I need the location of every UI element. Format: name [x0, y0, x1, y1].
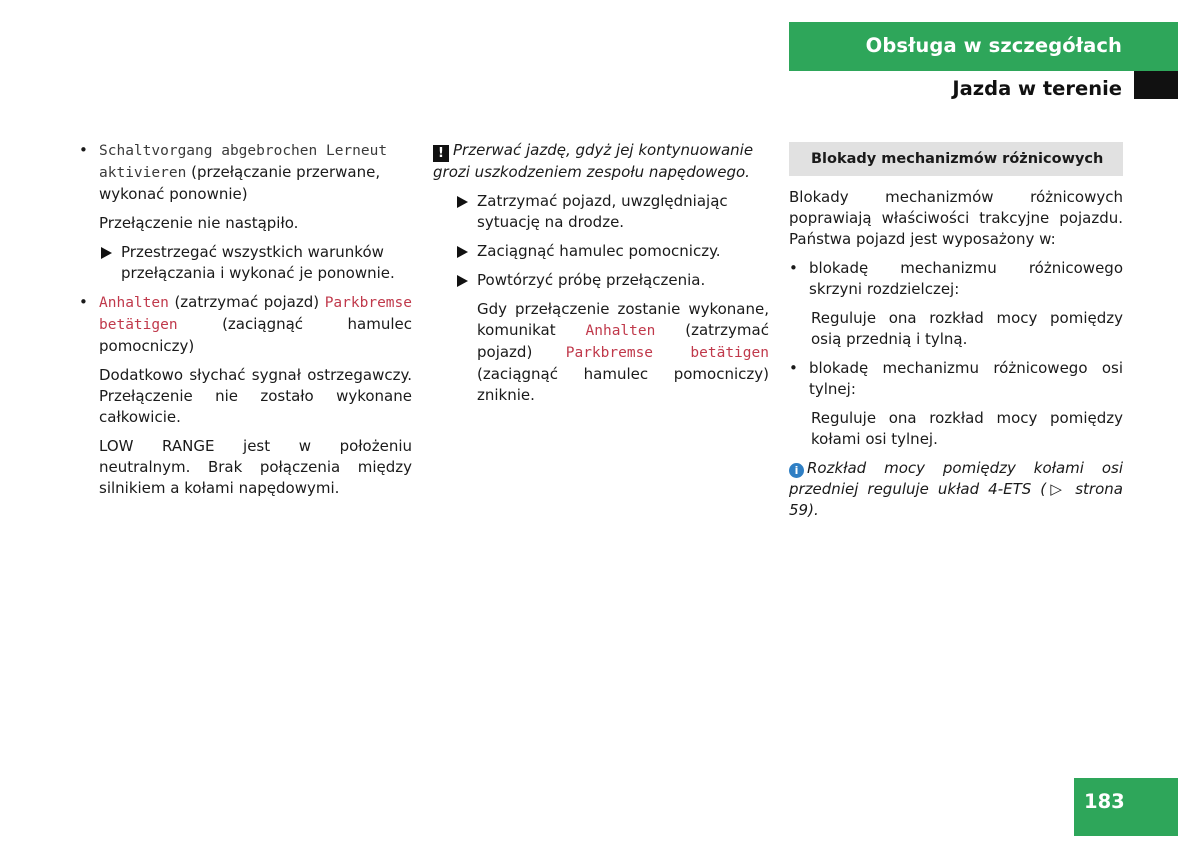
message-translation: (zaciągnąć hamulec pomocniczy)	[99, 315, 412, 355]
page-reference[interactable]: strona 59).	[789, 480, 1123, 519]
action-text: Zatrzymać pojazd, uwzględniając sytuację na drodze.	[477, 192, 728, 231]
paragraph: LOW RANGE jest w położeniu neutralnym. Brak połączenia między silnikiem a kołami napędowymi.	[99, 437, 412, 497]
info-text: Rozkład mocy pomiędzy kołami osi przedniej reguluje układ 4-ETS (	[789, 459, 1123, 498]
action-text: Przestrzegać wszystkich warunków przełączania i wykonać je ponownie.	[121, 243, 395, 282]
result-text: (zaciągnąć hamulec pomocniczy) zniknie.	[477, 365, 769, 404]
arrow-icon	[457, 246, 468, 258]
warning-icon: !	[433, 145, 449, 162]
list-item-text: blokadę mechanizmu różnicowego osi tylnej:	[809, 359, 1123, 398]
message-code: Anhalten	[585, 323, 656, 339]
chapter-title: Jazda w terenie	[952, 77, 1122, 100]
message-code: Schaltvorgang abgebrochen Lerneut aktivieren	[99, 143, 388, 181]
result-paragraph	[433, 299, 769, 406]
section-header	[789, 22, 1178, 71]
list-item	[789, 258, 1123, 300]
column-left	[79, 140, 412, 507]
list-item	[79, 292, 412, 357]
bullet-icon: •	[79, 141, 88, 159]
paragraph: Dodatkowo słychać sygnał ostrzegawczy. Przełączenie nie zostało wykonane całkowicie.	[99, 366, 412, 426]
paragraph: Reguluje ona rozkład mocy pomiędzy osią przednią i tylną.	[811, 309, 1123, 348]
message-translation: (przełączanie przerwane, wykonać ponownie)	[99, 163, 381, 203]
page-number: 183	[1084, 790, 1125, 813]
info-icon: i	[789, 463, 804, 478]
arrow-icon	[457, 196, 468, 208]
list-item	[789, 358, 1123, 400]
page-number-box	[1074, 778, 1178, 836]
result-text: (zatrzymać pojazd)	[477, 321, 769, 361]
bullet-icon: •	[789, 259, 798, 277]
column-right	[789, 140, 1123, 521]
action-text: Powtórzyć próbę przełączenia.	[477, 271, 706, 289]
message-code: Anhalten	[99, 295, 169, 311]
message-code: Parkbremse betätigen	[565, 345, 769, 361]
section-heading: Blokady mechanizmów różnicowych	[789, 142, 1123, 176]
result-text: Gdy przełączenie zostanie wykonane, komunikat	[477, 300, 769, 339]
list-item	[79, 140, 412, 205]
section-title: Obsługa w szczegółach	[865, 34, 1122, 57]
action-text: Zaciągnąć hamulec pomocniczy.	[477, 242, 721, 260]
action-step	[433, 191, 769, 233]
message-code: Parkbremse betätigen	[99, 295, 412, 333]
paragraph: Przełączenie nie nastąpiło.	[99, 214, 299, 232]
paragraph: Reguluje ona rozkład mocy pomiędzy kołami osi tylnej.	[811, 409, 1123, 448]
bullet-icon: •	[789, 359, 798, 377]
action-step	[433, 241, 769, 262]
warning-note	[433, 140, 769, 183]
arrow-icon	[101, 247, 112, 259]
intro-paragraph: Blokady mechanizmów różnicowych poprawiają właściwości trakcyjne pojazdu. Państwa pojazd jest wyposażony w:	[789, 188, 1123, 248]
message-translation: (zatrzymać pojazd)	[174, 293, 320, 311]
column-middle	[433, 140, 769, 414]
page-reference-icon: ▷	[1046, 480, 1067, 498]
list-item-text: blokadę mechanizmu różnicowego skrzyni rozdzielczej:	[809, 259, 1123, 298]
action-step	[79, 242, 412, 284]
chapter-marker	[1134, 71, 1178, 99]
warning-text: Przerwać jazdę, gdyż jej kontynuowanie grozi uszkodzeniem zespołu napędowego.	[433, 141, 754, 181]
arrow-icon	[457, 275, 468, 287]
info-note	[789, 458, 1123, 521]
bullet-icon: •	[79, 293, 88, 311]
action-step	[433, 270, 769, 291]
